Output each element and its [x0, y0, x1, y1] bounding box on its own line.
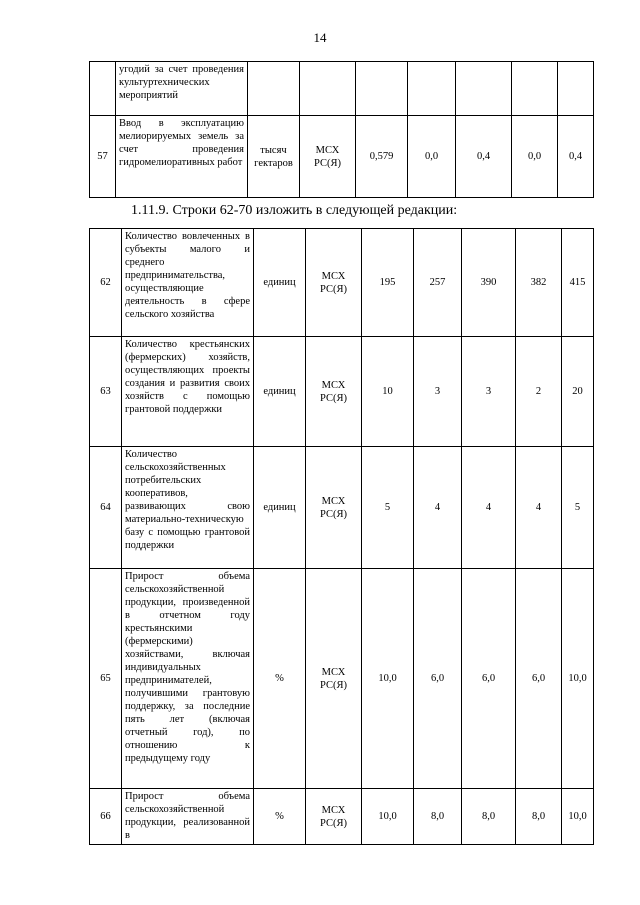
value-cell-1: 0,579	[356, 116, 408, 198]
unit-cell: %	[254, 789, 306, 845]
row-number-cell: 65	[90, 569, 122, 789]
value-cell-1: 10	[362, 337, 414, 447]
value-cell-4: 2	[516, 337, 562, 447]
unit-cell: %	[254, 569, 306, 789]
value-cell-2: 4	[414, 447, 462, 569]
responsible-cell: МСХ РС(Я)	[306, 569, 362, 789]
value-cell-4: 8,0	[516, 789, 562, 845]
table-row	[90, 789, 594, 845]
indicator-description-cell: Прирост объема сельскохозяйственной продукции, реализованной в	[122, 789, 254, 845]
value-cell-3: 390	[462, 229, 516, 337]
value-cell-1	[356, 62, 408, 116]
unit-cell: единиц	[254, 447, 306, 569]
value-cell-5: 5	[562, 447, 594, 569]
row-number-cell: 66	[90, 789, 122, 845]
value-cell-3: 0,4	[456, 116, 512, 198]
value-cell-4: 6,0	[516, 569, 562, 789]
value-cell-3: 3	[462, 337, 516, 447]
indicator-description-cell: Количество вовлеченных в субъекты малого и среднего предпринимательства, осуществляющие деятельность в сфере сельского хозяйства	[122, 229, 254, 337]
value-cell-4	[512, 62, 558, 116]
row-number-cell: 63	[90, 337, 122, 447]
table-row	[90, 569, 594, 789]
unit-cell	[248, 62, 300, 116]
table-row	[90, 337, 594, 447]
value-cell-2: 0,0	[408, 116, 456, 198]
value-cell-3: 8,0	[462, 789, 516, 845]
indicator-table-continued	[89, 61, 594, 198]
table-row	[90, 62, 594, 116]
value-cell-2: 8,0	[414, 789, 462, 845]
unit-cell: единиц	[254, 229, 306, 337]
page-number: 14	[313, 30, 327, 45]
value-cell-2: 3	[414, 337, 462, 447]
value-cell-4: 0,0	[512, 116, 558, 198]
indicator-description-cell: Прирост объема сельскохозяйственной продукции, произведенной в отчетном году крестьянскими (фермерскими) хозяйствами, включая индивидуальных предпринимателей, получившими грантовую поддержку, за последние пять лет (включая отчетный год), по отношению к предыдущему году	[122, 569, 254, 789]
value-cell-2	[408, 62, 456, 116]
indicator-description-cell: Количество сельскохозяйственных потребительских кооперативов, развивающих свою материально-техническую базу с помощью грантовой поддержки	[122, 447, 254, 569]
value-cell-1: 5	[362, 447, 414, 569]
value-cell-2: 6,0	[414, 569, 462, 789]
responsible-cell	[300, 62, 356, 116]
value-cell-5: 10,0	[562, 569, 594, 789]
value-cell-3: 6,0	[462, 569, 516, 789]
table-row	[90, 116, 594, 198]
value-cell-4: 382	[516, 229, 562, 337]
indicator-description-cell: Ввод в эксплуатацию мелиорируемых земель за счет проведения гидромелиоративных работ	[116, 116, 248, 198]
row-number-cell	[90, 62, 116, 116]
row-number-cell: 62	[90, 229, 122, 337]
value-cell-3	[456, 62, 512, 116]
indicator-description-cell: Количество крестьянских (фермерских) хозяйств, осуществляющих проекты создания и развития своих хозяйств с помощью грантовой поддержки	[122, 337, 254, 447]
value-cell-1: 10,0	[362, 569, 414, 789]
value-cell-1: 195	[362, 229, 414, 337]
table-row	[90, 447, 594, 569]
row-number-cell: 57	[90, 116, 116, 198]
value-cell-5	[558, 62, 594, 116]
responsible-cell: МСХ РС(Я)	[306, 447, 362, 569]
value-cell-5: 10,0	[562, 789, 594, 845]
value-cell-4: 4	[516, 447, 562, 569]
responsible-cell: МСХ РС(Я)	[306, 337, 362, 447]
responsible-cell: МСХ РС(Я)	[300, 116, 356, 198]
section-heading: 1.11.9. Строки 62-70 изложить в следующей редакции:	[131, 203, 458, 218]
unit-cell: единиц	[254, 337, 306, 447]
indicator-table	[89, 228, 594, 845]
responsible-cell: МСХ РС(Я)	[306, 789, 362, 845]
indicator-description-cell: угодий за счет проведения культуртехнических мероприятий	[116, 62, 248, 116]
row-number-cell: 64	[90, 447, 122, 569]
value-cell-5: 20	[562, 337, 594, 447]
value-cell-5: 0,4	[558, 116, 594, 198]
responsible-cell: МСХ РС(Я)	[306, 229, 362, 337]
unit-cell: тысяч гектаров	[248, 116, 300, 198]
value-cell-5: 415	[562, 229, 594, 337]
value-cell-3: 4	[462, 447, 516, 569]
value-cell-2: 257	[414, 229, 462, 337]
table-row	[90, 229, 594, 337]
value-cell-1: 10,0	[362, 789, 414, 845]
